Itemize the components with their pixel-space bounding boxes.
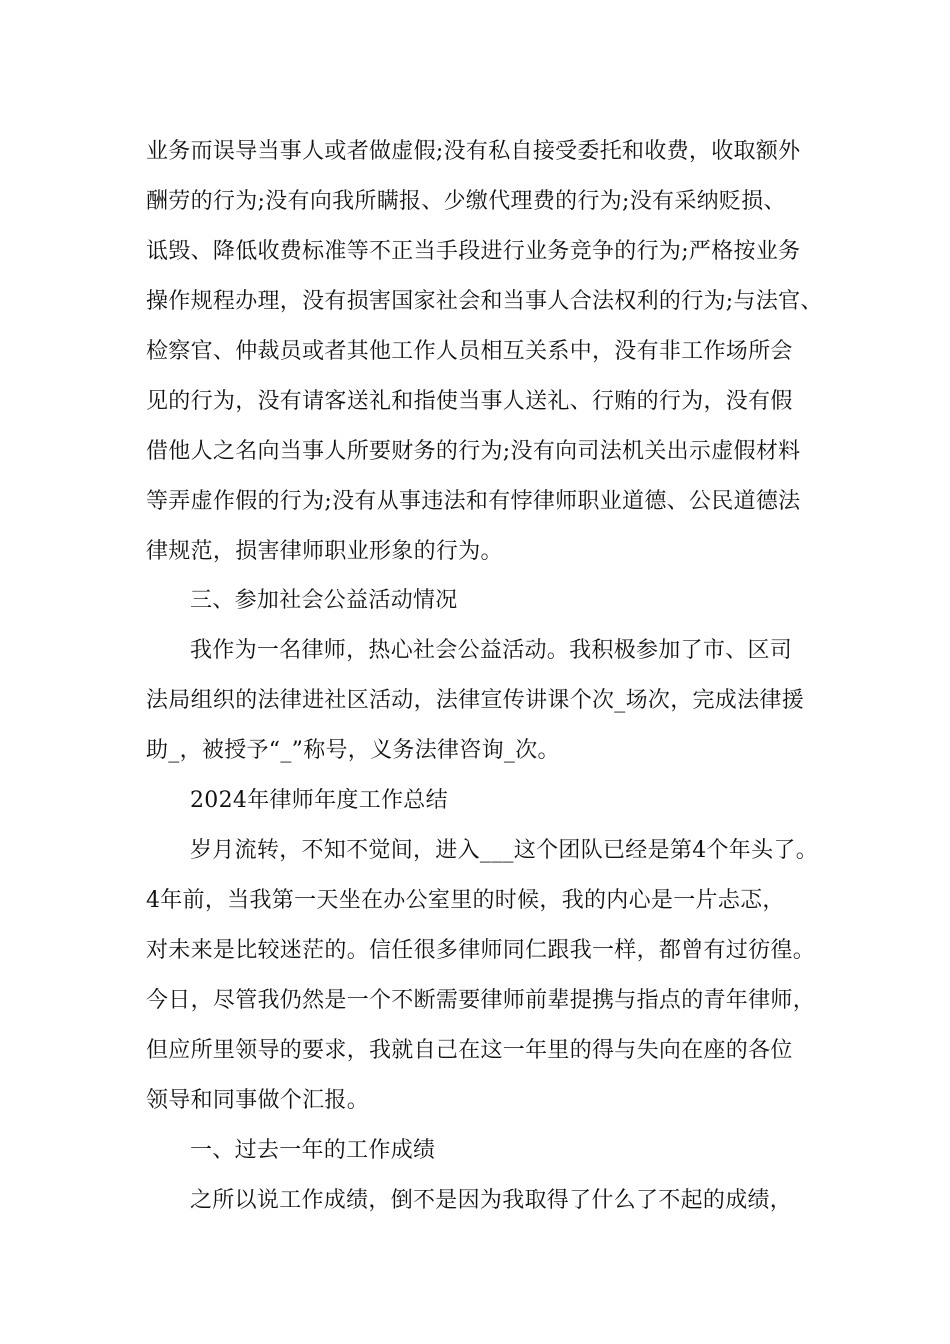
body-line: 律规范，损害律师职业形象的行为。 bbox=[146, 539, 503, 564]
body-line: 业务而误导当事人或者做虚假;没有私自接受委托和收费，收取额外 bbox=[146, 139, 801, 164]
section-heading: 三、参加社会公益活动情况 bbox=[190, 588, 458, 613]
body-line: 法局组织的法律进社区活动，法律宣传讲课个次_场次，完成法律援 bbox=[146, 688, 805, 713]
body-line: 操作规程办理，没有损害国家社会和当事人合法权利的行为;与法官、 bbox=[146, 289, 823, 314]
body-line: 检察官、仲裁员或者其他工作人员相互关系中，没有非工作场所会 bbox=[146, 339, 793, 364]
section-heading: 一、过去一年的工作成绩 bbox=[190, 1138, 436, 1163]
body-line: 但应所里领导的要求，我就自己在这一年里的得与失向在座的各位 bbox=[146, 1038, 793, 1063]
document-title: 2024年律师年度工作总结 bbox=[190, 788, 448, 813]
body-line: 4年前，当我第一天坐在办公室里的时候，我的内心是一片忐忑， bbox=[146, 888, 785, 913]
paragraph-first-line: 之所以说工作成绩，倒不是因为我取得了什么了不起的成绩， bbox=[190, 1188, 793, 1213]
body-line: 借他人之名向当事人所要财务的行为;没有向司法机关出示虚假材料 bbox=[146, 439, 801, 464]
paragraph-first-line: 岁月流转，不知不觉间，进入___这个团队已经是第4个年头了。 bbox=[190, 838, 818, 863]
body-line: 领导和同事做个汇报。 bbox=[146, 1088, 370, 1113]
body-line: 对未来是比较迷茫的。信任很多律师同仁跟我一样，都曾有过彷徨。 bbox=[146, 938, 816, 963]
body-line: 今日，尽管我仍然是一个不断需要律师前辈提携与指点的青年律师， bbox=[146, 988, 816, 1013]
body-line: 诋毁、降低收费标准等不正当手段进行业务竞争的行为;严格按业务 bbox=[146, 239, 801, 264]
body-line: 酬劳的行为;没有向我所瞒报、少缴代理费的行为;没有采纳贬损、 bbox=[146, 189, 786, 214]
paragraph-first-line: 我作为一名律师，热心社会公益活动。我积极参加了市、区司 bbox=[190, 638, 793, 663]
body-line: 见的行为，没有请客送礼和指使当事人送礼、行贿的行为，没有假 bbox=[146, 389, 793, 414]
body-line: 等弄虚作假的行为;没有从事违法和有悖律师职业道德、公民道德法 bbox=[146, 489, 801, 514]
body-line: 助_，被授予“_”称号，义务法律咨询_次。 bbox=[146, 738, 560, 763]
